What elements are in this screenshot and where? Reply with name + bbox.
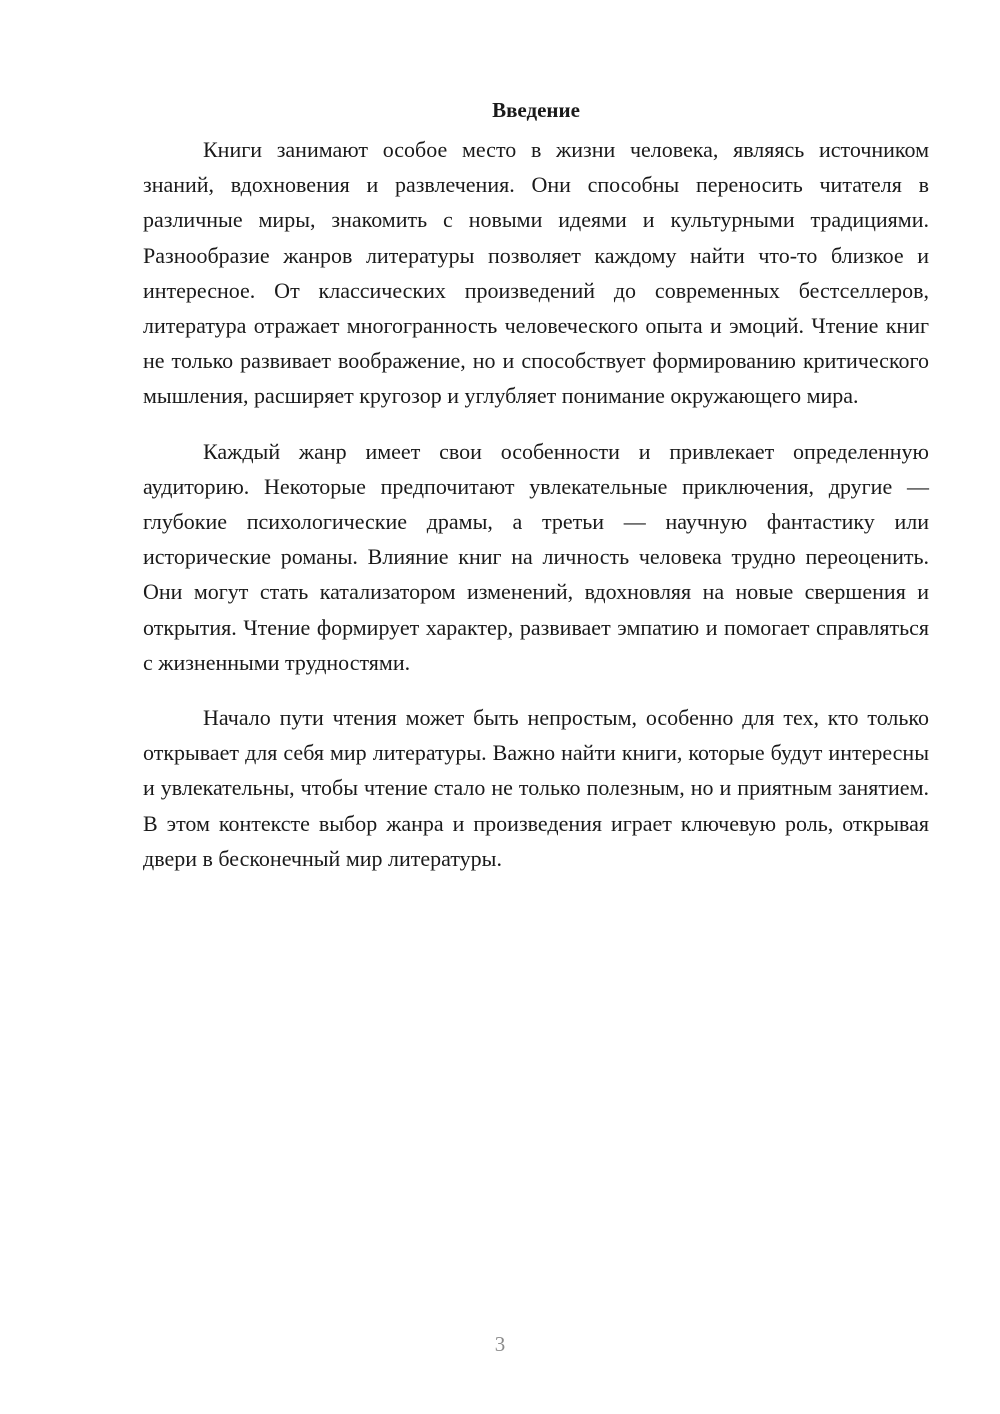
paragraph-2: Каждый жанр имеет свои особенности и привлекает определенную аудиторию. Некоторые предпочитают увлекательные приключения, другие — глубокие психологические драмы, а третьи — научную фантастику или исторические романы. Влияние книг на личность человека трудно переоценить. Они могут стать катализатором изменений, вдохновляя на новые свершения и открытия. Чтение формирует характер, развивает эмпатию и помогает справляться с жизненными трудностями. <box>143 438 929 675</box>
page-content <box>143 92 929 896</box>
page-number: 3 <box>494 1332 506 1356</box>
section-title: Введение <box>492 98 580 122</box>
paragraph-1: Книги занимают особое место в жизни человека, являясь источником знаний, вдохновения и развлечения. Они способны переносить читателя в различные миры, знакомить с новыми идеями и культурными традициями. Разнообразие жанров литературы позволяет каждому найти что-то близкое и интересное. От классических произведений до современных бестселлеров, литература отражает многогранность человеческого опыта и эмоций. Чтение книг не только развивает воображение, но и способствует формированию критического мышления, расширяет кругозор и углубляет понимание окружающего мира. <box>143 137 929 409</box>
paragraph-3: Начало пути чтения может быть непростым, особенно для тех, кто только открывает для себя мир литературы. Важно найти книги, которые будут интересны и увлекательны, чтобы чтение стало не только полезным, но и приятным занятием. В этом контексте выбор жанра и произведения играет ключевую роль, открывая двери в бесконечный мир литературы. <box>143 705 929 871</box>
